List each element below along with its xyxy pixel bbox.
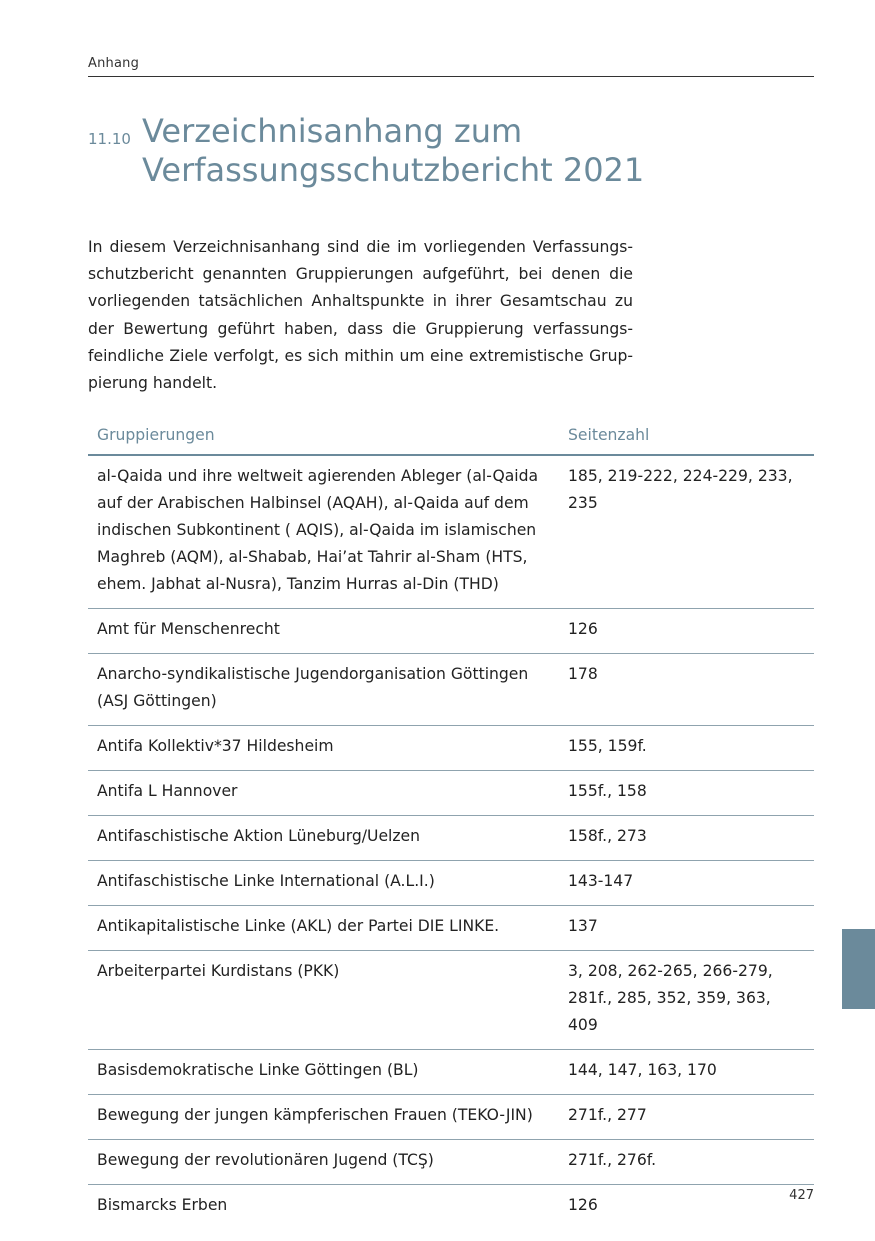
page-numbers-cell: 155, 159f. (559, 726, 814, 771)
page-numbers-cell: 271f., 277 (559, 1095, 814, 1140)
column-header-group: Gruppierungen (88, 418, 559, 455)
title-line-2: Verfassungsschutzbericht 2021 (142, 151, 645, 189)
page-numbers-cell: 3, 208, 262-265, 266-279, 281f., 285, 352, 359, 363, 409 (559, 951, 814, 1050)
table-row (88, 1185, 814, 1230)
side-tab-marker (842, 929, 875, 1009)
table-row (88, 1140, 814, 1185)
page-numbers-cell: 158f., 273 (559, 816, 814, 861)
table-row (88, 951, 814, 1050)
page-numbers-cell: 137 (559, 906, 814, 951)
table-row (88, 609, 814, 654)
group-name-cell: Arbeiterpartei Kurdistans (PKK) (88, 951, 559, 1050)
page-numbers-cell: 144, 147, 163, 170 (559, 1050, 814, 1095)
page-number: 427 (789, 1188, 814, 1203)
group-name-cell: Basisdemokratische Linke Göttingen (BL) (88, 1050, 559, 1095)
table-row (88, 861, 814, 906)
intro-paragraph: In diesem Verzeichnisanhang sind die im vorliegenden Verfassungsschutzbericht genannten Gruppierungen aufgeführt, bei denen die vorliegenden tatsächlichen Anhaltspunkte in ihrer Gesamtschau zu der Bewertung geführt haben, dass die Gruppierung verfassungsfeindliche Ziele verfolgt, es sich mithin um eine extremistische Gruppierung handelt. (88, 238, 633, 393)
page-numbers-cell: 126 (559, 609, 814, 654)
group-name-cell: Antikapitalistische Linke (AKL) der Partei DIE LINKE. (88, 906, 559, 951)
group-name-cell: Antifa L Hannover (88, 771, 559, 816)
section-number: 11.10 (88, 130, 131, 148)
group-name-cell: Antifaschistische Linke International (A.L.I.) (88, 861, 559, 906)
group-name-cell: Amt für Menschenrecht (88, 609, 559, 654)
page-numbers-cell: 155f., 158 (559, 771, 814, 816)
group-name-cell: Anarcho-syndikalistische Jugendorganisation Göttingen (ASJ Göttingen) (88, 654, 559, 726)
running-head: Anhang (88, 56, 814, 77)
page-numbers-cell: 271f., 276f. (559, 1140, 814, 1185)
title-line-1: Verzeichnisanhang zum (142, 112, 523, 150)
group-name-cell: Bewegung der revolutionären Jugend (TCŞ) (88, 1140, 559, 1185)
table-row (88, 1050, 814, 1095)
table-row (88, 455, 814, 609)
group-name-cell: Bewegung der jungen kämpferischen Frauen (TEKO-JIN) (88, 1095, 559, 1140)
table-row (88, 906, 814, 951)
table-row (88, 1095, 814, 1140)
group-name-cell: Bismarcks Erben (97, 1196, 228, 1214)
table-body (88, 455, 814, 1229)
group-name-cell: al-Qaida und ihre weltweit agierenden Ableger (al-Qaida auf der Arabischen Halbinsel (AQAH), al-Qaida auf dem indischen Subkontinent ( AQIS), al-Qaida im islamischen Maghreb (AQM), al-Shabab, Hai’at Tahrir al-Sham (HTS, ehem. Jabhat al-Nusra), Tanzim Hurras al-Din (THD) (88, 455, 559, 609)
table-row (88, 816, 814, 861)
page-numbers-cell: 185, 219-222, 224-229, 233, 235 (559, 455, 814, 609)
index-table (88, 418, 814, 1229)
page-numbers-cell: 143-147 (559, 861, 814, 906)
table-header-row (88, 418, 814, 455)
page-numbers-cell: 126 (568, 1196, 598, 1214)
group-name-cell: Antifa Kollektiv*37 Hildesheim (88, 726, 559, 771)
table-row (88, 771, 814, 816)
page-title (142, 112, 782, 190)
table-row (88, 654, 814, 726)
page-numbers-cell: 178 (559, 654, 814, 726)
column-header-pages: Seitenzahl (559, 418, 814, 455)
group-name-cell: Antifaschistische Aktion Lüneburg/Uelzen (88, 816, 559, 861)
table-row (88, 726, 814, 771)
